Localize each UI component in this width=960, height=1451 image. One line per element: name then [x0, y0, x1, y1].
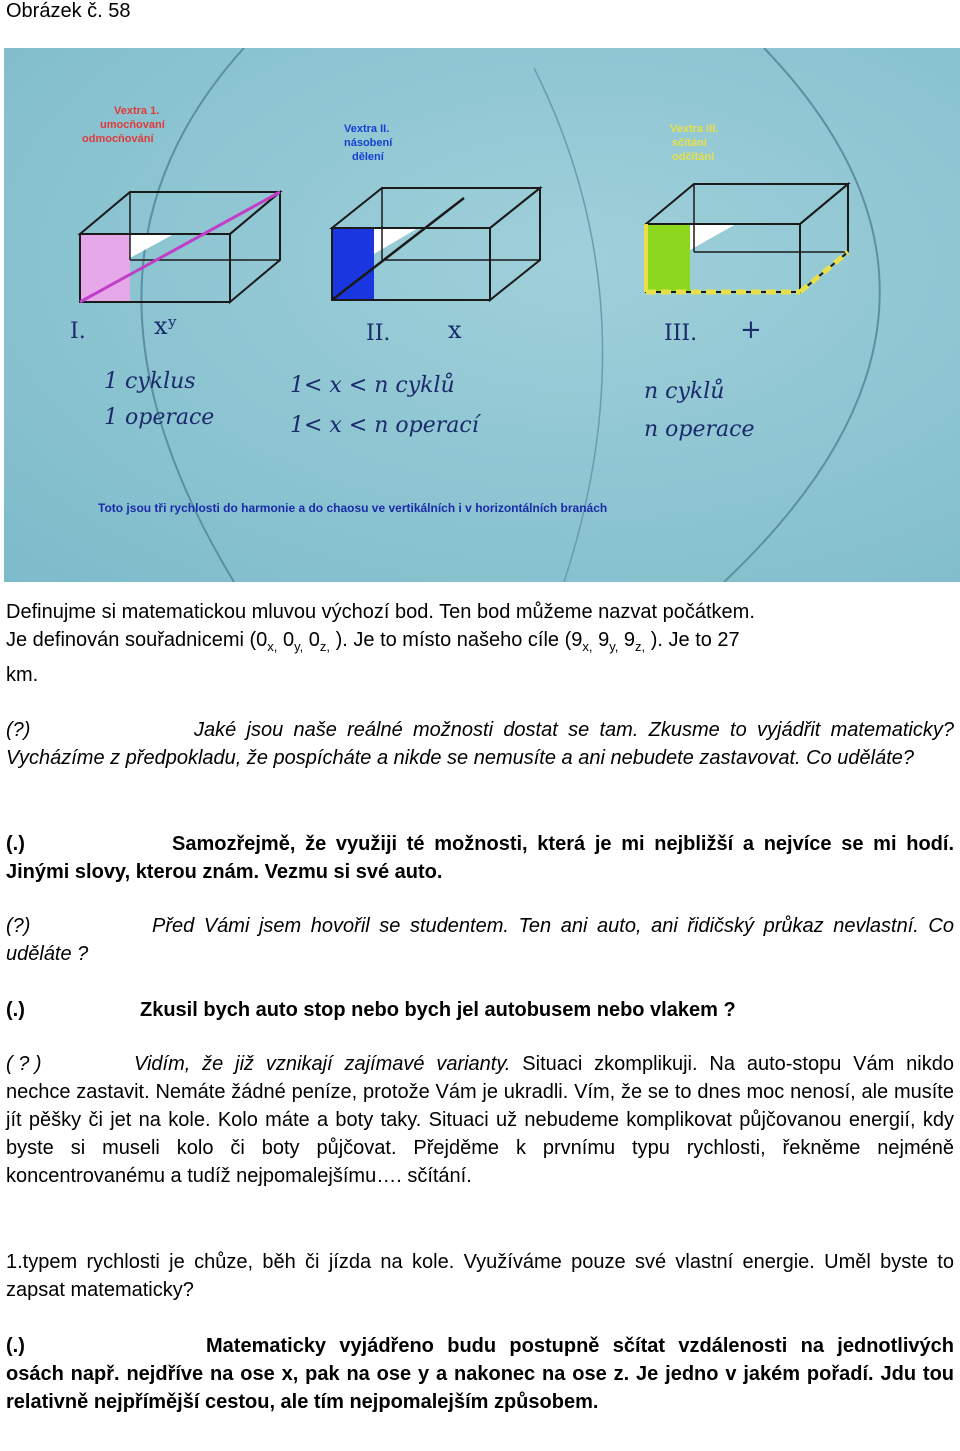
answer-paragraph — [6, 996, 954, 1024]
cube-note: n operace — [644, 417, 755, 442]
cube-fill — [332, 228, 374, 300]
question-mark: (?) — [6, 719, 31, 741]
cube-title-line: umocňovaní — [100, 119, 165, 131]
answer-paragraph — [6, 830, 954, 886]
cube-note: 1 operace — [104, 405, 215, 430]
question-paragraph — [6, 912, 954, 968]
text-fragment: 0 — [308, 629, 320, 651]
question-text: Situaci zkomplikuji. Na auto-stopu Vám nikdo nechce zastavit. Nemáte žádné peníze, protože Vám je ukradli. Vím, že se to dnes moc nenosí, ale musíte jít pěšky či jet na kole. Kolo máte a boty taky. Situaci už nebudeme komplikovat půjčovanou energií, kdy byste si museli kolo či boty půjčovat. Přejděme k prvnímu typu rychlosti, řekněme nejméně koncentrovanému a tudíž nejpomalejšímu…. sčítání. — [6, 1053, 954, 1187]
answer-mark: (.) — [6, 999, 25, 1021]
blackboard-drawing — [4, 48, 960, 582]
answer-paragraph — [6, 1332, 954, 1416]
text-line: Definujme si matematickou mluvou výchozí bod. Ten bod můžeme nazvat počátkem. — [6, 601, 755, 623]
subscript: x, — [267, 639, 278, 654]
figure-caption: Obrázek č. 58 — [6, 0, 131, 22]
cube-symbol: + — [740, 315, 762, 345]
cube-numeral: I. — [70, 319, 86, 344]
cube-title-line: násobení — [344, 137, 393, 149]
cube-note: n cyklů — [644, 379, 725, 404]
cube-title-line: Vextra II. — [344, 123, 390, 135]
question-paragraph — [6, 1050, 954, 1190]
question-paragraph — [6, 716, 954, 772]
answer-mark: (.) — [6, 833, 25, 855]
cube-symbol: x — [448, 316, 462, 344]
subscript: x, — [582, 639, 593, 654]
cube-symbol: xʸ — [154, 312, 178, 340]
cube-title-line: odmocňování — [82, 133, 154, 145]
cube-note: 1< x < n cyklů — [290, 373, 455, 398]
question-text: Před Vámi jsem hovořil se studentem. Ten ani auto, ani řidičský průkaz nevlastní. Co uděláte ? — [6, 915, 954, 965]
cube-title-line: dělení — [352, 151, 384, 163]
paragraph — [6, 1248, 954, 1304]
cube-numeral: III. — [664, 321, 698, 346]
answer-text: Matematicky vyjádřeno budu postupně sčítat vzdálenosti na jednotlivých osách např. nejdříve na ose x, pak na ose y a nakonec na ose z. Je jedno v jakém pořadí. Jdu tou relativně nejpřímější cestou, ale tím nejpomalejším způsobem. — [6, 1335, 954, 1413]
cube-fill — [646, 224, 690, 292]
text-line: Je definován souřadnicemi (0 — [6, 629, 268, 651]
text: 1.typem rychlosti je chůze, běh či jízda na kole. Využíváme pouze své vlastní energie. Uměl byste to zapsat matematicky? — [6, 1251, 954, 1301]
cube-numeral: II. — [366, 321, 391, 346]
cube-title-line: sčítání — [672, 137, 707, 149]
paragraph — [6, 598, 954, 689]
cube-note: 1< x < n operací — [290, 413, 479, 438]
subscript: y, — [609, 639, 619, 654]
answer-text: Zkusil bych auto stop nebo bych jel autobusem nebo vlakem ? — [140, 999, 736, 1021]
text-fragment: 9 — [598, 629, 610, 651]
text-fragment: ). Je to 27 — [650, 629, 740, 651]
cube-title-line: Vextra III. — [670, 123, 719, 135]
question-text: Jaké jsou naše reálné možnosti dostat se tam. Zkusme to vyjádřit matematicky? Vycházíme z předpokladu, že pospícháte a nikde se nemusíte a ani nebudete zastavovat. Co uděláte? — [6, 719, 954, 769]
cube-title-line: odčítání — [672, 151, 715, 163]
text-fragment: ). Je to místo našeho cíle (9 — [335, 629, 583, 651]
text-fragment: 9 — [623, 629, 636, 651]
cube-fill — [80, 234, 130, 302]
question-text: Vidím, že již vznikají zajímavé varianty. — [134, 1053, 511, 1075]
subscript: z, — [635, 639, 646, 654]
question-mark: (?) — [6, 915, 31, 937]
subscript: z, — [319, 639, 331, 654]
subscript: y, — [294, 639, 304, 654]
text-fragment: 0 — [282, 629, 295, 651]
text-line: km. — [6, 664, 39, 686]
figure-bottom-text: Toto jsou tři rychlosti do harmonie a do chaosu ve vertikálních i v horizontálních branách — [98, 501, 608, 515]
figure-photo — [4, 48, 960, 582]
cube-note: 1 cyklus — [104, 369, 196, 394]
cube-title-line: Vextra 1. — [114, 105, 160, 117]
question-mark: ( ? ) — [6, 1053, 42, 1075]
answer-text: Samozřejmě, že využiji té možnosti, která je mi nejbližší a nejvíce se mi hodí. Jinými slovy, kterou znám. Vezmu si své auto. — [6, 833, 954, 883]
answer-mark: (.) — [6, 1335, 25, 1357]
